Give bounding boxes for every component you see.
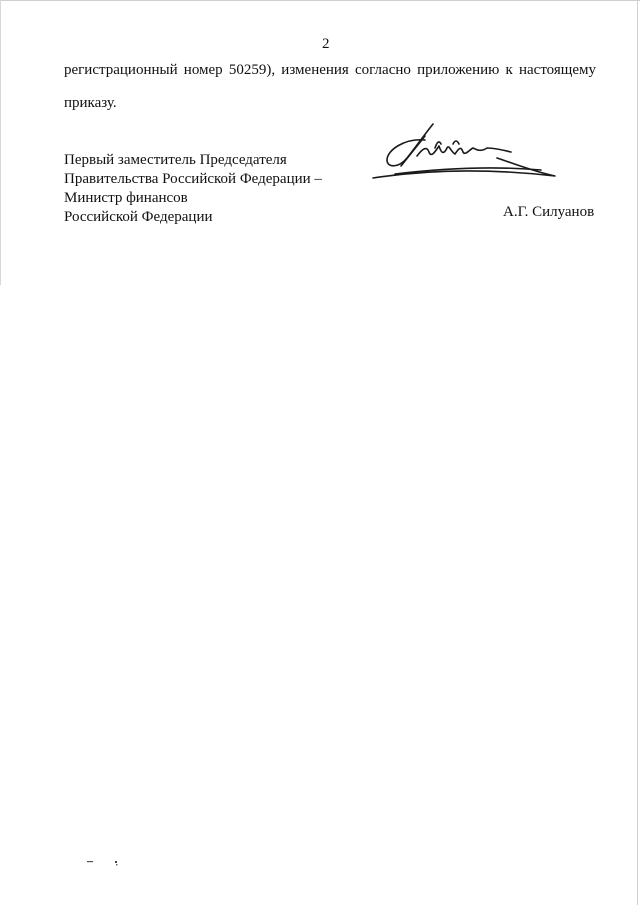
signer-position-line: Министр финансов bbox=[64, 190, 188, 206]
signer-position-line: Правительства Российской Федерации – bbox=[64, 171, 322, 187]
signer-position bbox=[64, 151, 322, 227]
scan-edge-right bbox=[637, 0, 638, 905]
signer-position-line: Первый заместитель Председателя bbox=[64, 152, 287, 168]
scan-edge-left bbox=[0, 0, 1, 285]
scan-specks bbox=[85, 858, 125, 870]
signer-position-line: Российской Федерации bbox=[64, 209, 213, 225]
body-text-line: регистрационный номер 50259), изменения согласно приложению к настоящему bbox=[64, 62, 596, 78]
signatory-name: А.Г. Силуанов bbox=[503, 204, 595, 220]
page-number: 2 bbox=[322, 36, 330, 52]
scan-edge-top bbox=[0, 0, 640, 1]
body-text-line: приказу. bbox=[64, 95, 117, 111]
handwritten-signature bbox=[365, 118, 565, 188]
